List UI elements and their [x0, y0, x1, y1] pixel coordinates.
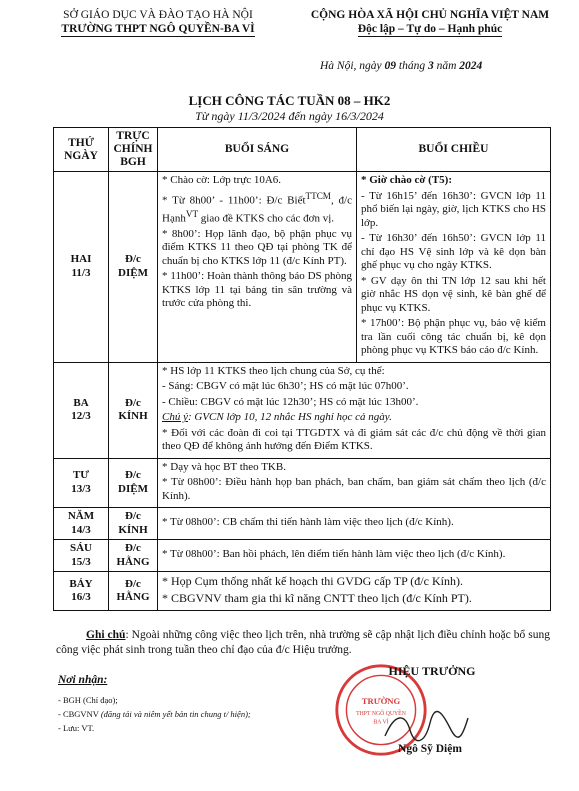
table-header-row [54, 128, 551, 172]
bgh-cell: Đ/c HẰNG [109, 572, 158, 611]
fullday-cell: * HS lớp 11 KTKS theo lịch chung của Sở, cụ thể: - Sáng: CBGV có mặt lúc 6h30’; HS có mặt lúc 07h00’. - Chiều: CBGV có mặt lúc 12h30’; HS có mặt lúc 13h00’. Chú ý: GVCN lớp 10, 12 nhắc HS nghỉ học cả ngày. * Đối với các đoàn đi coi tại TTGDTX và đi giám sát các đ/c chủ động về thời gian theo QĐ để không ảnh hưởng đến Điểm KTKS. [158, 362, 551, 458]
bgh-cell: Đ/c HẰNG [109, 540, 158, 572]
table-row [54, 572, 551, 611]
day-cell: BA 12/3 [54, 362, 109, 458]
fullday-cell: * Họp Cụm thống nhất kế hoạch thi GVDG cấp TP (đ/c Kính). * CBGVNV tham gia thi kĩ năng CNTT theo lịch (đ/c Kính PT). [158, 572, 551, 611]
table-row [54, 508, 551, 540]
day-cell: NĂM 14/3 [54, 508, 109, 540]
morning-cell: * Chào cờ: Lớp trực 10A6. * Từ 8h00’ - 11h00’: Đ/c Biết$^{TTCM}$, đ/c Hạnh$^{VT}$ giao đề KTKS cho các đơn vị. * 8h00’: Họp lãnh đạo, bộ phận phục vụ điểm KTKS 11 theo QĐ tại phòng TK để chuẩn bị cho KTKS lớp 11 (đ/c Kính PT). * 11h00’: Hoàn thành thông báo DS phòng KTKS lớp 11 tại bảng tin sân trường và trước cửa phòng thi. [158, 172, 357, 363]
department-name: SỞ GIÁO DỤC VÀ ĐÀO TẠO HÀ NỘI [63, 9, 253, 21]
signature-icon [380, 708, 470, 744]
issuer-header [38, 8, 278, 37]
schedule-table [53, 127, 551, 611]
table-row [54, 362, 551, 458]
recipients-list: - BGH (Chỉ đạo); - CBGVNV (đăng tải và niêm yết bản tin chung t/ hiện); - Lưu: VT. [58, 695, 251, 733]
day-cell: BẢY 16/3 [54, 572, 109, 611]
svg-text:BA VÌ: BA VÌ [373, 719, 389, 726]
nation-name: CỘNG HÒA XÃ HỘI CHỦ NGHĨA VIỆT NAM [310, 9, 550, 21]
header-day: THỨ NGÀY [54, 128, 109, 172]
header-afternoon: BUỔI CHIỀU [357, 128, 551, 172]
signer-name: Ngô Sỹ Diệm [398, 743, 462, 755]
table-row [54, 458, 551, 508]
recipients-title: Nơi nhận: [58, 674, 108, 686]
document-date: Hà Nội, ngày 09 tháng 3 năm 2024 [320, 60, 483, 72]
note-paragraph: Ghi chú: Ngoài những công việc theo lịch trên, nhà trường sẽ cập nhật lịch điều chỉnh hoặc bổ sung công việc phát sinh trong tuần theo chỉ đạo của đ/c Hiệu trưởng. [56, 629, 550, 656]
bgh-cell: Đ/c KÍNH [109, 508, 158, 540]
national-header [290, 8, 570, 37]
header-morning: BUỔI SÁNG [158, 128, 357, 172]
document-title: LỊCH CÔNG TÁC TUẦN 08 – HK2 [188, 93, 391, 108]
fullday-cell: * Từ 08h00’: CB chấm thi tiến hành làm việc theo lịch (đ/c Kính). [158, 508, 551, 540]
bgh-cell: Đ/c DIỆM [109, 172, 158, 363]
fullday-cell: * Từ 08h00’: Ban hồi phách, lên điểm tiến hành làm việc theo lịch (đ/c Kính). [158, 540, 551, 572]
motto: Độc lập – Tự do – Hạnh phúc [357, 23, 503, 35]
fullday-cell: * Dạy và học BT theo TKB. * Từ 08h00’: Điều hành họp ban phách, ban chấm, ban giám sát chấm theo lịch (đ/c Kính). [158, 458, 551, 508]
bgh-cell: Đ/c KÍNH [109, 362, 158, 458]
svg-text:TRƯỜNG: TRƯỜNG [361, 696, 401, 707]
document-subtitle: Từ ngày 11/3/2024 đến ngày 16/3/2024 [195, 109, 384, 123]
day-cell: SÁU 15/3 [54, 540, 109, 572]
table-row [54, 172, 551, 363]
day-cell: HAI 11/3 [54, 172, 109, 363]
bgh-cell: Đ/c DIỆM [109, 458, 158, 508]
header-bgh: TRỰC CHÍNH BGH [109, 128, 158, 172]
day-cell: TƯ 13/3 [54, 458, 109, 508]
school-name: TRƯỜNG THPT NGÔ QUYỀN-BA VÌ [61, 23, 255, 35]
afternoon-cell: * Giờ chào cờ (T5): - Từ 16h15’ đến 16h30’: GVCN lớp 11 phổ biến lại ngày, giờ, lịch KTKS cho HS lớp. - Từ 16h30’ đến 16h50’: GVCN lớp 11 chỉ đạo HS Vệ sinh lớp và kê dọn bàn ghế phục vụ cho ngày KTKS. * GV dạy ôn thi TN lớp 12 sau khi hết giờ nhắc HS dọn vệ sinh, kê bàn ghế để phục vụ KTKS. * 17h00’: Bộ phận phục vụ, bảo vệ kiểm tra lần cuối công tác chuẩn bị, kê dọn phòng phục vụ KTKS báo cáo đ/c Kính. [357, 172, 551, 363]
svg-text:THPT NGÔ QUYỀN: THPT NGÔ QUYỀN [356, 710, 406, 717]
signer-title: HIỆU TRƯỞNG [388, 664, 476, 678]
table-row [54, 540, 551, 572]
